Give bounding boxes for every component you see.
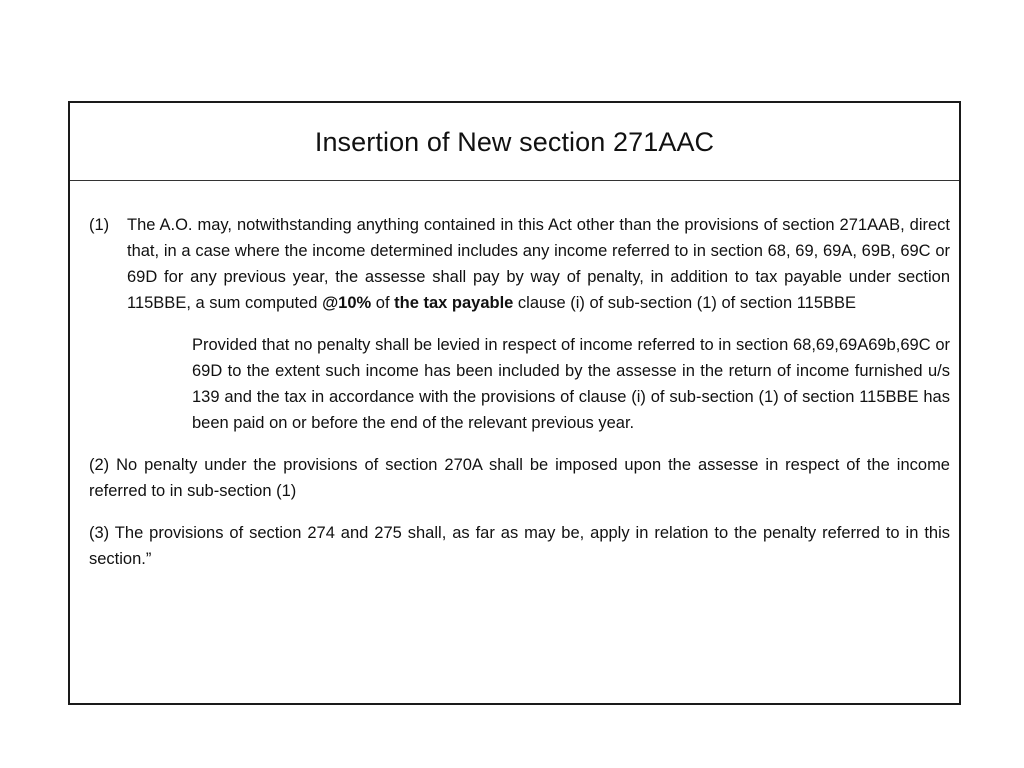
clause-2: (2) No penalty under the provisions of section 270A shall be imposed upon the assesse in respect of the income referred to in sub-section (1) — [89, 456, 950, 500]
clause-1-number: (1) — [89, 216, 110, 234]
clause-1-rate: @10% — [322, 294, 372, 312]
slide-title: Insertion of New section 271AAC — [314, 127, 715, 157]
title-band — [70, 103, 959, 181]
clause-1-text — [127, 212, 950, 316]
clause-1-text-b: of — [371, 294, 395, 312]
clause-1-text-c: clause (i) of sub-section (1) of section 115BBE — [513, 294, 857, 312]
clause-1 — [89, 212, 950, 316]
slide-body — [89, 212, 950, 572]
slide-frame — [68, 101, 961, 705]
clause-3: (3) The provisions of section 274 and 275 shall, as far as may be, apply in relation to the penalty referred to in this section.” — [89, 524, 950, 568]
proviso-paragraph: Provided that no penalty shall be levied in respect of income referred to in section 68,69,69A69b,69C or 69D to the extent such income has been included by the assesse in the return of income furnished u/s 139 and the tax in accordance with the provisions of clause (i) of sub-section (1) of section 115BBE has been paid on or before the end of the relevant previous year. — [192, 336, 950, 432]
clause-1-text-a: The A.O. may, notwithstanding anything contained in this Act other than the provisions of section 271AAB, direct that, in a case where the income determined includes any income referred to in section 68, 69, 69A, 69B, 69C or 69D for any previous year, the assesse shall pay by way of penalty, in addition to tax payable under section 115BBE, a sum computed — [127, 216, 950, 312]
clause-1-base: the tax payable — [394, 294, 514, 312]
